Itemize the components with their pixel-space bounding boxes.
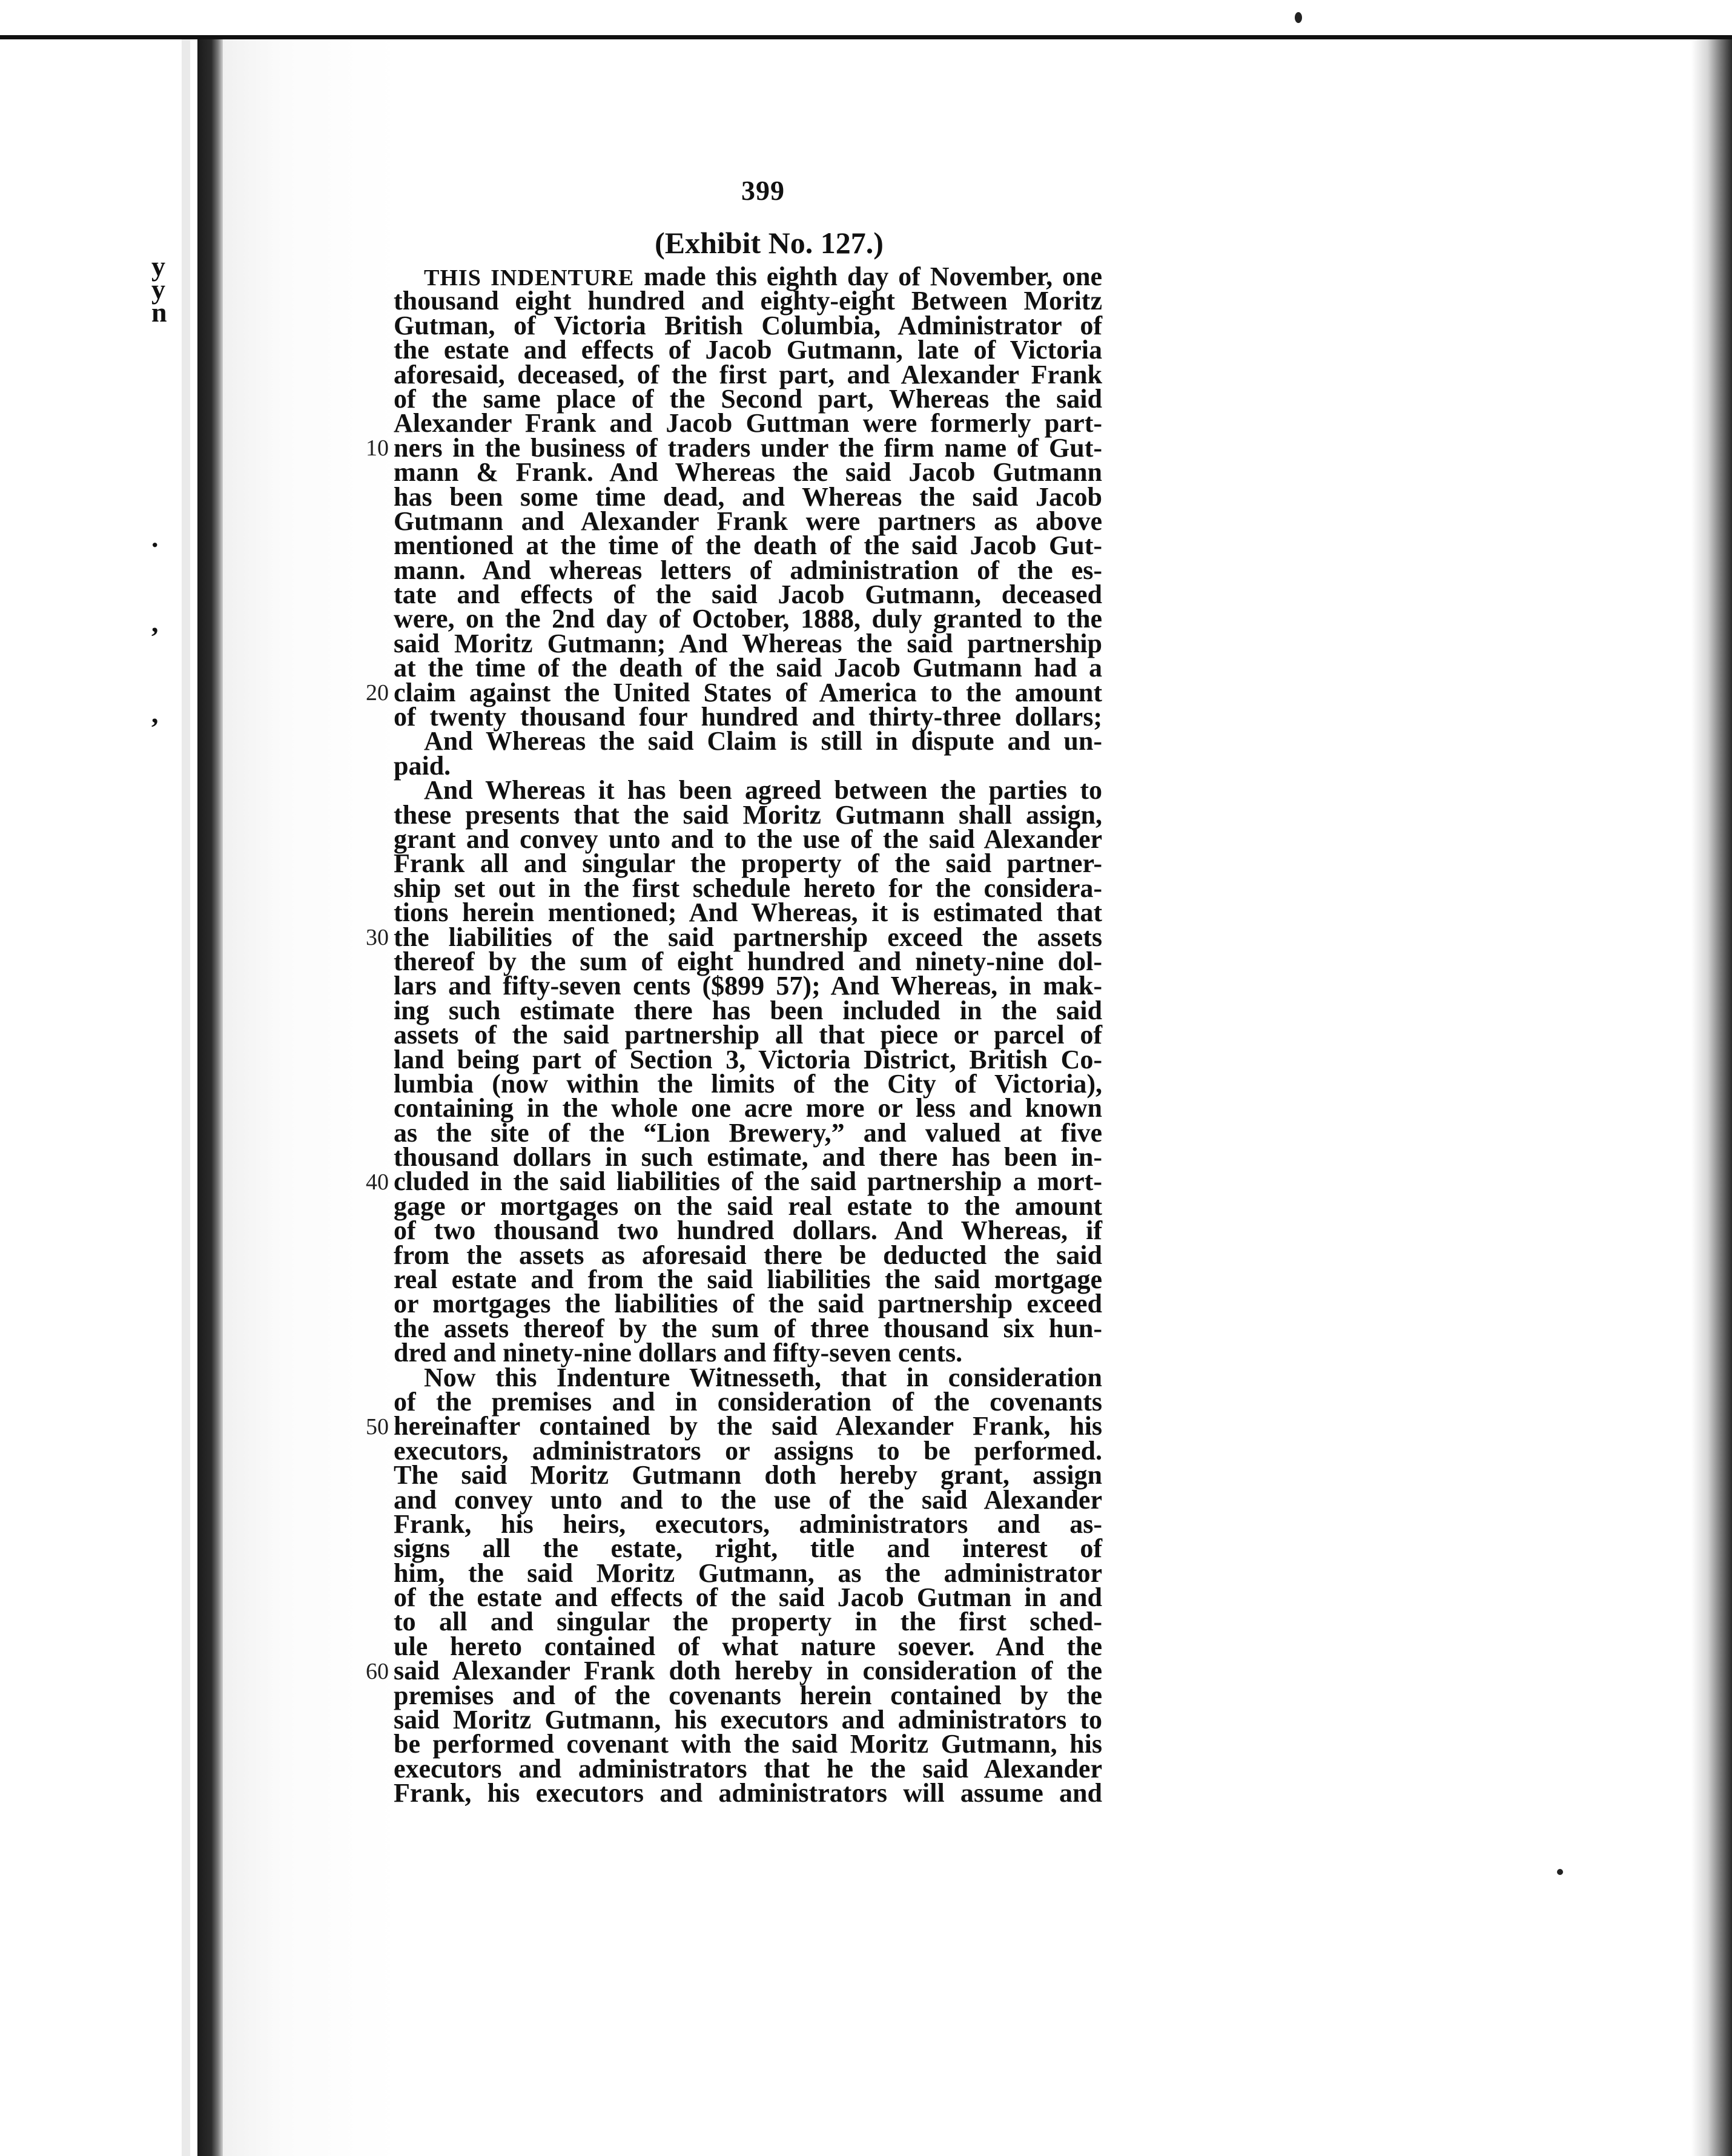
text-line: executors, administrators or assigns to be performed. — [394, 1435, 1102, 1466]
text-line: signs all the estate, right, title and interest of — [394, 1533, 1102, 1564]
text-line: of two thousand two hundred dollars. And Whereas, if — [394, 1215, 1102, 1246]
text-line: said Alexander Frank doth hereby in consideration of the — [394, 1656, 1102, 1686]
margin-line-number: 20 — [366, 680, 389, 706]
text-line: to all and singular the property in the first sched- — [394, 1607, 1102, 1637]
left-bleed-glyph: , — [151, 698, 159, 729]
text-line: ule hereto contained of what nature soever. And the — [394, 1631, 1102, 1661]
text-line: dred and ninety-nine dollars and fifty-seven cents. — [394, 1338, 963, 1368]
text-line: The said Moritz Gutmann doth hereby grant, assign — [394, 1460, 1102, 1490]
text-line: gage or mortgages on the said real estate to the amount — [394, 1191, 1102, 1221]
text-line: And Whereas it has been agreed between the parties to — [424, 775, 1102, 805]
text-line: mann & Frank. And Whereas the said Jacob Gutmann — [394, 457, 1102, 488]
text-line: lumbia (now within the limits of the City of Victoria), — [394, 1068, 1102, 1099]
left-bleed-glyph: y — [151, 251, 165, 282]
text-line: Now this Indenture Witnesseth, that in consideration — [424, 1362, 1102, 1392]
text-line: Alexander Frank and Jacob Guttman were formerly part- — [394, 408, 1102, 438]
text-line: ners in the business of traders under the firm name of Gut- — [394, 432, 1102, 463]
text-line: mann. And whereas letters of administration of the es- — [394, 555, 1102, 585]
left-bleed-glyph: y — [151, 274, 165, 305]
text-line: and convey unto and to the use of the said Alexander — [394, 1484, 1102, 1515]
text-line: as the site of the “Lion Brewery,” and valued at five — [394, 1117, 1102, 1148]
scan-speck — [1295, 12, 1302, 23]
text-line: said Moritz Gutmann; And Whereas the said partnership — [394, 628, 1102, 658]
text-line: from the assets as aforesaid there be deducted the said — [394, 1240, 1102, 1270]
text-line: Frank all and singular the property of the said partner- — [394, 848, 1102, 879]
text-line: executors and administrators that he the said Alexander — [394, 1753, 1102, 1784]
text-line: be performed covenant with the said Moritz Gutmann, his — [394, 1729, 1102, 1759]
left-bleed-glyph: n — [151, 297, 167, 328]
text-line: paid. — [394, 750, 451, 781]
text-line: of the estate and effects of the said Jacob Gutman in and — [394, 1582, 1102, 1613]
text-line: said Moritz Gutmann, his executors and administrators to — [394, 1705, 1102, 1735]
margin-line-number: 50 — [366, 1414, 389, 1440]
text-line: of the premises and in consideration of the covenants — [394, 1386, 1102, 1417]
text-line: cluded in the said liabilities of the said partnership a mort- — [394, 1166, 1102, 1197]
text-line: Frank, his executors and administrators will assume and — [394, 1778, 1102, 1808]
text-line: has been some time dead, and Whereas the said Jacob — [394, 481, 1102, 512]
text-line: the estate and effects of Jacob Gutmann, late of Victoria — [394, 335, 1102, 365]
margin-line-number: 30 — [366, 924, 389, 950]
text-line: real estate and from the said liabilities the said mortgage — [394, 1265, 1102, 1295]
margin-line-number: 60 — [366, 1658, 389, 1684]
text-line: And Whereas the said Claim is still in dispute and un- — [424, 726, 1102, 756]
text-line: THIS INDENTURE made this eighth day of November, one — [424, 262, 1102, 291]
text-line: thousand eight hundred and eighty-eight Between Moritz — [394, 286, 1102, 316]
text-line: were, on the 2nd day of October, 1888, duly granted to the — [394, 604, 1102, 634]
book-spine-shadow — [197, 39, 223, 2156]
text-line: or mortgages the liabilities of the said partnership exceed — [394, 1289, 1102, 1319]
margin-line-number: 40 — [366, 1169, 389, 1195]
text-line: grant and convey unto and to the use of the said Alexander — [394, 824, 1102, 854]
text-line: ing such estimate there has been included in the said — [394, 995, 1102, 1025]
text-line: the assets thereof by the sum of three thousand six hun- — [394, 1313, 1102, 1343]
left-bleed-glyph: . — [151, 522, 159, 553]
text-line: of twenty thousand four hundred and thirty-three dollars; — [394, 702, 1102, 732]
text-line: the liabilities of the said partnership exceed the assets — [394, 922, 1102, 952]
text-line: ship set out in the first schedule hereto for the considera- — [394, 873, 1102, 903]
left-page-fragment — [0, 39, 197, 2156]
text-line: tions herein mentioned; And Whereas, it is estimated that — [394, 898, 1102, 928]
text-line: these presents that the said Moritz Gutmann shall assign, — [394, 799, 1102, 830]
scan-top-rule — [0, 35, 1732, 39]
scanner-top-band — [0, 0, 1732, 35]
text-line: of the same place of the Second part, Whereas the said — [394, 383, 1102, 414]
text-line: premises and of the covenants herein contained by the — [394, 1680, 1102, 1710]
text-line: thousand dollars in such estimate, and there has been in- — [394, 1142, 1102, 1172]
text-line: mentioned at the time of the death of the said Jacob Gut- — [394, 531, 1102, 561]
left-page-edge — [182, 39, 190, 2156]
text-line: claim against the United States of America to the amount — [394, 677, 1102, 707]
text-line: land being part of Section 3, Victoria District, British Co- — [394, 1044, 1102, 1074]
text-line: assets of the said partnership all that piece or parcel of — [394, 1020, 1102, 1050]
text-line: hereinafter contained by the said Alexander Frank, his — [394, 1411, 1102, 1441]
text-line: lars and fifty-seven cents ($899 57); And Whereas, in mak- — [394, 971, 1102, 1001]
opening-words: THIS INDENTURE — [424, 265, 635, 291]
text-line: tate and effects of the said Jacob Gutmann, deceased — [394, 580, 1102, 610]
text-line: Frank, his heirs, executors, administrators and as- — [394, 1509, 1102, 1539]
exhibit-title: (Exhibit No. 127.) — [655, 226, 884, 260]
text-line: him, the said Moritz Gutmann, as the administrator — [394, 1558, 1102, 1588]
page-number: 399 — [741, 175, 785, 206]
margin-line-number: 10 — [366, 435, 389, 461]
text-line: Gutmann and Alexander Frank were partners as above — [394, 506, 1102, 536]
text-line: containing in the whole one acre more or less and known — [394, 1093, 1102, 1123]
text-line: aforesaid, deceased, of the first part, and Alexander Frank — [394, 359, 1102, 389]
indenture-text-block — [394, 262, 1102, 1808]
text-line: thereof by the sum of eight hundred and ninety-nine dol- — [394, 946, 1102, 976]
right-edge-shadow — [1691, 39, 1732, 2156]
text-line: at the time of the death of the said Jacob Gutmann had a — [394, 653, 1102, 683]
scan-speck — [1557, 1869, 1563, 1875]
left-bleed-glyph: , — [151, 607, 159, 638]
text-line: Gutman, of Victoria British Columbia, Administrator of — [394, 310, 1102, 340]
